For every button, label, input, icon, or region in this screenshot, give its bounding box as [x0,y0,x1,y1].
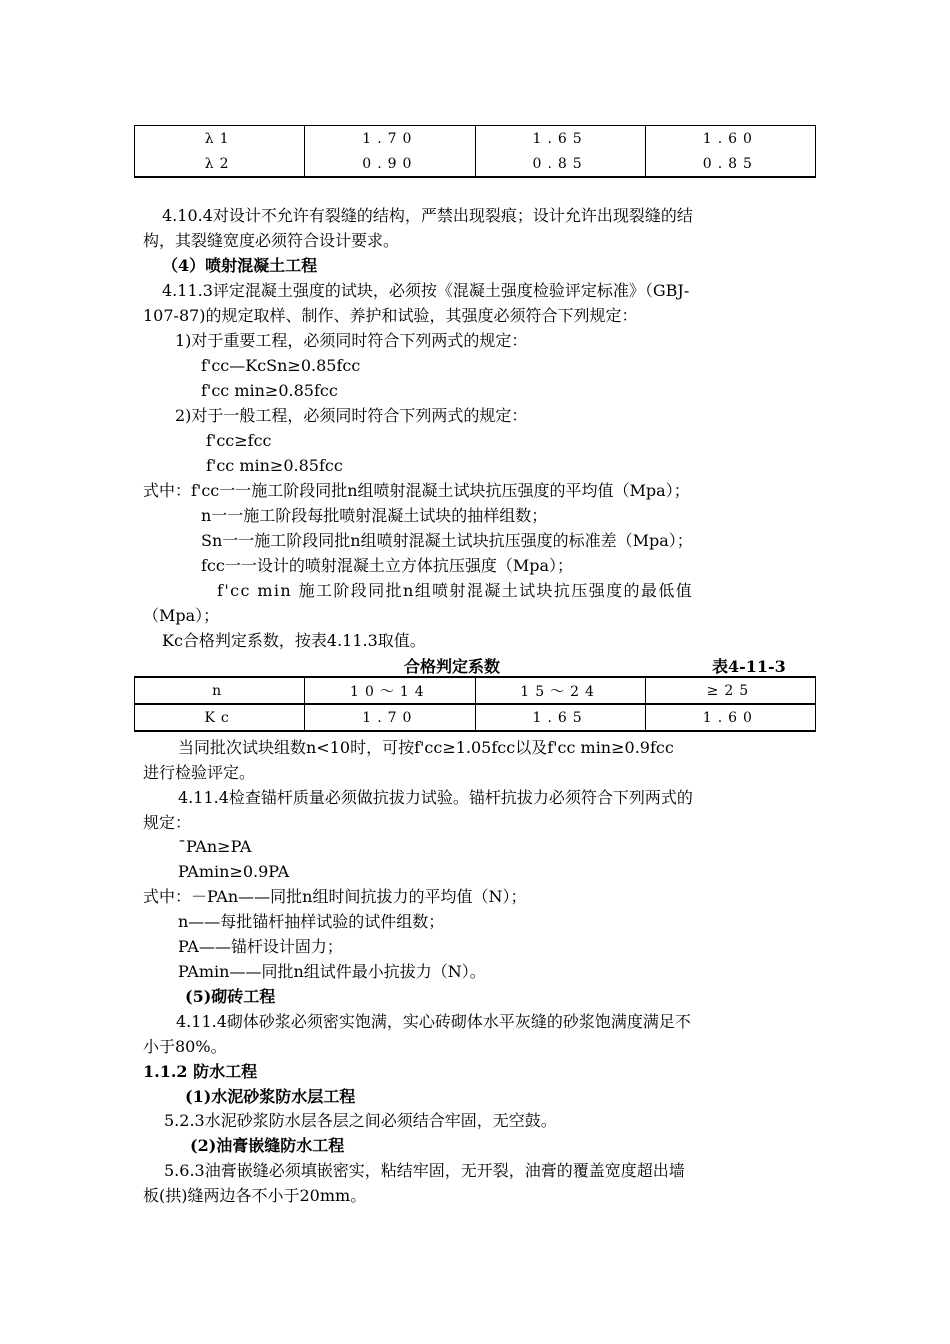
definition-line: 式中：f'cc一一施工阶段同批n组喷射混凝土试块抗压强度的平均值（Mpa）； [143,481,690,500]
table-row [135,151,816,177]
table-cell: 1.70 [305,126,475,152]
section-heading: (1)水泥砂浆防水层工程 [185,1087,356,1106]
table-row [135,704,816,731]
formula-line: f'cc—KcSn≥0.85fcc [201,356,361,375]
table-cell: 15～24 [475,677,645,704]
paragraph-line: 2)对于一般工程，必须同时符合下列两式的规定： [175,406,528,425]
paragraph-line: 进行检验评定。 [143,763,256,782]
table-cell: 1.60 [645,704,815,731]
paragraph-line: 4.11.3评定混凝土强度的试块，必须按《混凝土强度检验评定标准》（GBJ- [162,281,690,300]
table-cell: 0.85 [645,151,815,177]
formula-line: PAmin≥0.9PA [178,862,290,881]
section-heading: (2)油膏嵌缝防水工程 [190,1136,345,1155]
definition-line: PA——锚杆设计固力； [178,937,343,956]
table-cell: 0.85 [475,151,645,177]
definition-line: PAmin——同批n组试件最小抗拔力（N）。 [178,962,486,981]
table-row [135,126,816,152]
table-row [135,677,816,704]
table-cell: 1.60 [645,126,815,152]
definition-line: （Mpa）； [143,606,220,625]
table-cell: n [135,677,305,704]
kc-coefficient-table [134,676,816,732]
table-caption: 合格判定系数 [404,657,501,676]
formula-line: ¯PAn≥PA [178,837,252,856]
definition-line: fcc一一设计的喷射混凝土立方体抗压强度（Mpa）； [201,556,574,575]
paragraph-line: 4.11.4检查锚杆质量必须做抗拔力试验。锚杆抗拔力必须符合下列两式的 [178,788,693,807]
table-cell: 10～14 [305,677,475,704]
table-cell: λ1 [135,126,305,152]
table-cell: 1.65 [475,126,645,152]
paragraph-line: Kc合格判定系数，按表4.11.3取值。 [162,631,426,650]
formula-line: f'cc min≥0.85fcc [201,381,338,400]
paragraph-line: 107-87)的规定取样、制作、养护和试验，其强度必须符合下列规定： [143,306,638,325]
definition-line: n——每批锚杆抽样试验的试件组数； [178,912,445,931]
table-cell: Kc [135,704,305,731]
paragraph-line: 构，其裂缝宽度必须符合设计要求。 [143,231,400,250]
paragraph-line: 1)对于重要工程，必须同时符合下列两式的规定： [175,331,528,350]
table-cell: ≥25 [645,677,815,704]
section-heading: (5)砌砖工程 [185,987,276,1006]
paragraph-line: 当同批次试块组数n<10时，可按f'cc≥1.05fcc以及f'cc min≥0.9fcc [178,738,674,757]
table-cell: 0.90 [305,151,475,177]
formula-line: f'cc min≥0.85fcc [206,456,343,475]
section-heading: 1.1.2 防水工程 [143,1062,258,1081]
definition-line: f'cc min 施工阶段同批n组喷射混凝土试块抗压强度的最低值 [217,581,694,600]
paragraph-line: 小于80%。 [143,1037,227,1056]
definition-line: 式中：－PAn——同批n组时间抗拔力的平均值（N）； [143,887,527,906]
lambda-coefficient-table [134,125,816,178]
table-cell: 1.65 [475,704,645,731]
formula-line: f'cc≥fcc [206,431,272,450]
paragraph-line: 板(拱)缝两边各不小于20mm。 [143,1186,367,1205]
table-cell: λ2 [135,151,305,177]
table-cell: 1.70 [305,704,475,731]
definition-line: Sn一一施工阶段同批n组喷射混凝土试块抗压强度的标准差（Mpa）； [201,531,693,550]
paragraph-line: 5.2.3水泥砂浆防水层各层之间必须结合牢固，无空鼓。 [164,1111,557,1130]
paragraph-line: 5.6.3油膏嵌缝必须填嵌密实，粘结牢固，无开裂，油膏的覆盖宽度超出墙 [164,1161,685,1180]
definition-line: n一一施工阶段每批喷射混凝土试块的抽样组数； [201,506,548,525]
paragraph-line: 4.10.4对设计不允许有裂缝的结构，严禁出现裂痕；设计允许出现裂缝的结 [162,206,693,225]
table-number: 表4-11-3 [712,657,786,676]
section-heading: （4）喷射混凝土工程 [162,256,318,275]
paragraph-line: 规定： [143,813,192,832]
paragraph-line: 4.11.4砌体砂浆必须密实饱满，实心砖砌体水平灰缝的砂浆饱满度满足不 [176,1012,691,1031]
